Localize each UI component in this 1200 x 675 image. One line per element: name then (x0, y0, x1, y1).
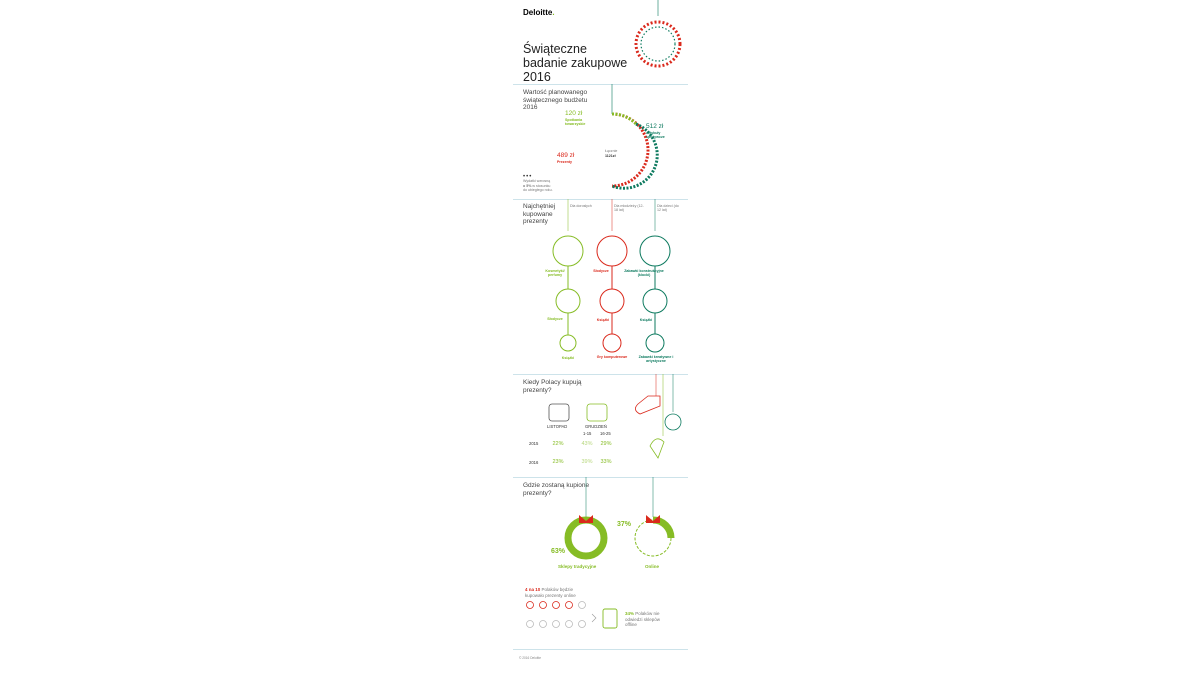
gift-ornament-icon (597, 236, 627, 352)
pct-2015: 29% (600, 441, 612, 447)
gift-ornament-icon (640, 236, 670, 352)
pct-2015: 43% (581, 441, 593, 447)
budget-total-value: 1121zł (605, 154, 616, 158)
gifts-column-header: Dla dorosłych (570, 204, 592, 208)
online-pct: 37% (617, 521, 632, 528)
pct-2016: 33% (600, 459, 612, 465)
year-label: 2015 (529, 441, 539, 446)
budget-ornament-icon (578, 84, 648, 189)
chevron-right-icon (591, 613, 597, 623)
month-label: GRUDZIEŃ (585, 424, 607, 429)
pct-2016: 23% (552, 459, 564, 465)
offline-stat: 34% Polaków nie odwiedzi sklepów offline (625, 611, 661, 627)
when-heading: Kiedy Polacy kupują prezenty? (523, 379, 582, 394)
range-label: 16-25 (600, 431, 611, 436)
budget-gifts-value: 489 zł (557, 152, 575, 159)
wreath-ornament-icon (633, 0, 683, 75)
people-icons (525, 600, 595, 635)
calendar-icon (548, 402, 570, 422)
pct-2015: 22% (552, 441, 564, 447)
month-label: LISTOPAD (547, 424, 568, 429)
budget-note: ••• Wydatki wzrosną o 5% w stosunku do ubiegłego roku. (523, 174, 553, 193)
budget-heading: Wartość planowanego świątecznego budżetu 2016 (523, 89, 588, 111)
gifts-heading: Najchętniej kupowane prezenty (523, 203, 556, 225)
gifts-ornaments (513, 199, 688, 374)
range-label: 1-15 (583, 431, 592, 436)
gift-label: Słodycze (593, 269, 609, 273)
gifts-column-header: Dla młodzieży (12-18 lat) (614, 204, 644, 213)
online-label: Online (645, 564, 660, 569)
gift-label: Słodycze (547, 317, 563, 321)
section-divider (513, 649, 688, 650)
stocking-bell-ornaments-icon (628, 374, 688, 464)
gift-label: Zabawki kreatywne i artystyczne (638, 355, 674, 364)
gift-label: Książki (639, 318, 653, 322)
budget-total-label: Łącznie (605, 149, 618, 153)
budget-food-label: Artykuły spożywcze (646, 131, 665, 140)
budget-meetings-label: Spotkania towarzyskie (565, 118, 586, 127)
mobile-shop-icon (601, 608, 621, 630)
infographic (513, 0, 688, 675)
calendar-icon (586, 402, 608, 422)
traditional-pct: 63% (551, 548, 566, 555)
copyright: © 2016 Deloitte (519, 656, 542, 660)
gift-label: Zabawki konstrukcyjne (klocki) (624, 269, 664, 278)
budget-meetings-value: 120 zł (565, 110, 583, 117)
year-label: 2016 (529, 460, 539, 465)
where-heading: Gdzie zostaną kupione prezenty? (523, 482, 590, 497)
gift-label: Kosmetyki/ perfumy (545, 269, 565, 278)
gift-ornament-icon (553, 236, 583, 351)
pct-2016: 39% (581, 459, 593, 465)
budget-gifts-label: Prezenty (557, 160, 572, 164)
online-stat: 4 na 10 Polaków będzie kupowało prezenty online (525, 587, 576, 598)
gift-label: Gry komputerowe (596, 355, 628, 359)
gifts-column-header: Dla dzieci (do 12 lat) (657, 204, 679, 213)
budget-food-value: 512 zł (646, 123, 664, 130)
wreath-ornaments-icon (513, 477, 688, 567)
page-title: Świąteczne badanie zakupowe 2016 (523, 42, 628, 84)
deloitte-logo: Deloitte. (523, 8, 555, 17)
gift-label: Książki (561, 356, 575, 360)
traditional-label: Sklepy tradycyjne (558, 564, 597, 569)
gift-label: Książki (596, 318, 610, 322)
